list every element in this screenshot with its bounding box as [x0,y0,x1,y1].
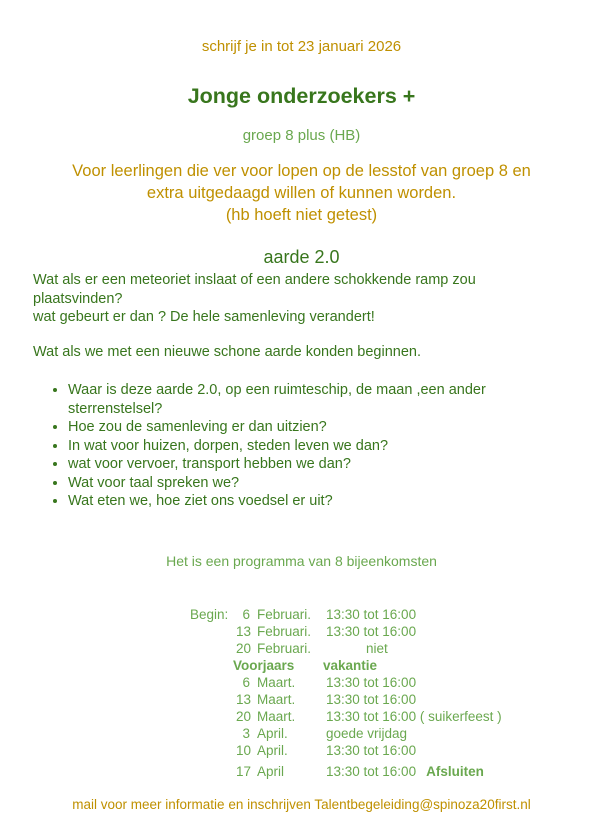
list-item [68,492,488,511]
list-item [68,437,488,456]
schedule-row-time: 13:30 tot 16:00 [326,691,417,707]
schedule-row-label: Begin: [190,606,229,622]
schedule-row-month: April [257,763,285,779]
schedule-row-day: 17 [236,763,252,779]
intro-paragraph-2: Wat als we met een nieuwe schone aarde konden beginnen. [33,343,421,360]
question-list [0,381,488,511]
schedule-row [190,691,603,708]
audience-line-1: Voor leerlingen die ver voor lopen op de lesstof van groep 8 en [72,162,531,180]
intro-line-1: Wat als er een meteoriet inslaat of een andere schokkende ramp zou plaatsvinden? [33,272,476,307]
list-item [68,381,488,418]
schedule-row-month: Februari. [257,606,312,622]
schedule-row [190,742,603,759]
section-title: aarde 2.0 [263,247,340,267]
audience-line-3: (hb hoeft niet getest) [225,206,378,224]
list-item-text: Wat eten we, hoe ziet ons voedsel er uit? [68,493,333,509]
schedule-row-month: April. [257,725,288,741]
schedule-row-month: April. [257,742,288,758]
contact-footer: mail voor meer informatie en inschrijven Talentbegeleiding@spinoza20first.nl [72,796,531,812]
schedule-vacation-row [233,657,603,674]
schedule-row [190,763,603,780]
schedule-row-time: goede vrijdag [326,725,408,741]
audience-line-2: extra uitgedaagd willen of kunnen worden. [146,184,457,202]
schedule-row-time: niet [366,640,388,656]
list-item-text: Wat voor taal spreken we? [68,474,240,491]
schedule-row [190,708,603,725]
list-item-text: sterrenstelsel? [68,400,163,417]
schedule-row-time: 13:30 tot 16:00 [326,674,417,690]
program-note: Het is een programma van 8 bijeenkomsten [166,552,437,569]
schedule-row-month: Maart. [257,691,296,707]
list-item [68,474,488,493]
page-title: Jonge onderzoekers + [187,84,416,108]
list-item-text: wat voor vervoer, transport hebben we dan? [68,456,351,472]
list-item-text: Waar is deze aarde 2.0, op een ruimteschip, de maan ,een ander [68,382,486,398]
schedule-row-month: Maart. [257,674,296,690]
schedule-row [190,674,603,691]
schedule-row-day: 13 [236,623,252,639]
vacation-label-right: vakantie [323,657,378,673]
schedule-row-day: 6 [242,606,250,622]
list-item-text: Hoe zou de samenleving er dan uitzien? [68,419,327,435]
schedule-row-day: 20 [236,708,252,724]
schedule-row-month: Maart. [257,708,296,724]
schedule-row-day: 10 [236,742,252,758]
list-item-text: In wat voor huizen, dorpen, steden leven we dan? [68,437,389,454]
schedule-row [190,606,603,623]
vacation-label-left: Voorjaars [233,657,295,673]
intro-line-2: wat gebeurt er dan ? De hele samenleving verandert! [33,309,375,325]
list-item [68,455,488,474]
schedule-row [190,640,603,657]
signup-deadline-text: schrijf je in tot 23 januari 2026 [201,38,402,55]
schedule-row-time: 13:30 tot 16:00 [326,742,417,758]
schedule-row-time: 13:30 tot 16:00 [326,763,417,779]
schedule-row-day: 6 [242,674,250,690]
schedule-row-day: 20 [236,640,252,656]
subtitle-group: groep 8 plus (HB) [242,127,361,144]
schedule-row-time: 13:30 tot 16:00 ( suikerfeest ) [326,708,502,724]
intro-paragraph [33,271,493,327]
audience-paragraph [0,160,603,226]
schedule-row [190,623,603,640]
schedule-row-day: 3 [242,725,250,741]
schedule-row [190,725,603,742]
schedule-block [190,606,603,780]
schedule-row-time: 13:30 tot 16:00 [326,606,417,622]
schedule-row-day: 13 [236,691,252,707]
schedule-closing-label: Afsluiten [426,763,484,779]
list-item [68,418,488,437]
schedule-row-month: Februari. [257,640,312,656]
schedule-row-time: 13:30 tot 16:00 [326,623,417,639]
schedule-row-month: Februari. [257,623,312,639]
